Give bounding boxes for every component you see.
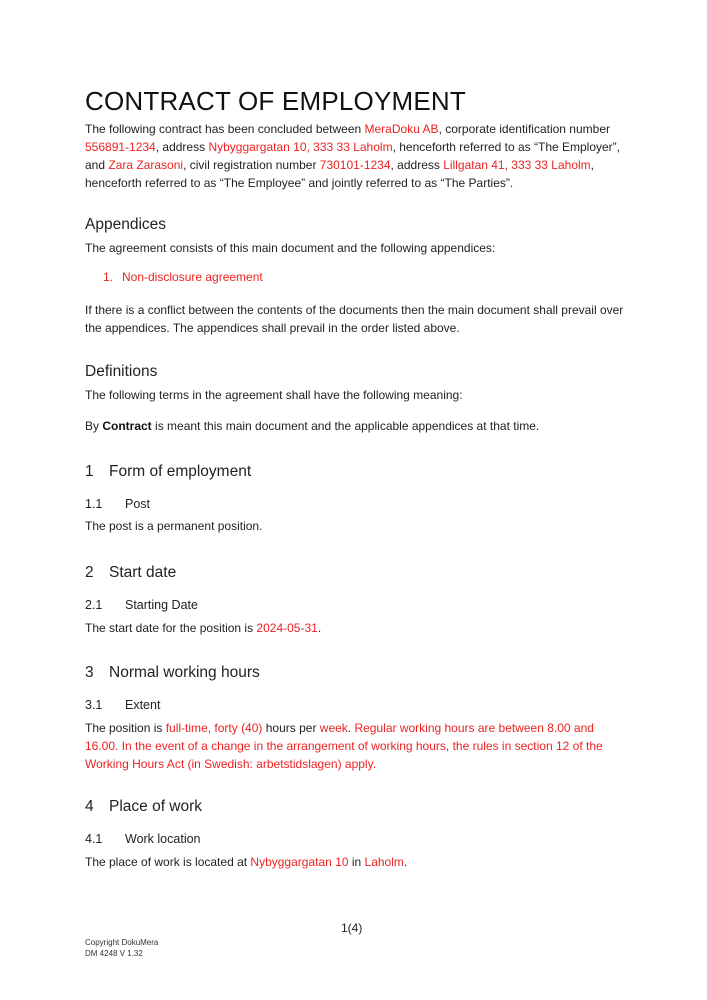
section-heading (85, 564, 176, 582)
start-date: 2024-05-31 (256, 621, 318, 635)
definitions-intro: The following terms in the agreement shall have the following meaning: (85, 388, 463, 402)
subsection-number: 4.1 (85, 832, 103, 846)
subsection-heading (85, 832, 201, 846)
employee-name: Zara Zarasoni (108, 158, 184, 172)
intro-text: , civil registration number (183, 158, 320, 172)
paragraph-text: . (403, 855, 408, 869)
appendix-label: Non-disclosure agreement (122, 270, 263, 284)
section-title: Start date (109, 564, 177, 581)
section-title: Normal working hours (109, 664, 260, 681)
paragraph-text: in (348, 855, 365, 869)
paragraph-text: . (317, 621, 322, 635)
list-number: 1. (103, 270, 114, 284)
subsection-number: 3.1 (85, 698, 103, 712)
section-number: 4 (85, 798, 94, 815)
intro-text: , corporate identification number (438, 122, 610, 136)
paragraph-text: The post is a permanent position. (85, 519, 263, 533)
work-address: Nybyggargatan 10 (250, 855, 349, 869)
section-heading (85, 798, 202, 816)
subsection-heading (85, 698, 160, 712)
section-paragraph (85, 517, 630, 535)
paragraph-text: The position is (85, 721, 166, 735)
corporate-id: 556891-1234 (85, 140, 156, 154)
definitions-heading: Definitions (85, 363, 158, 380)
section-number: 1 (85, 463, 94, 480)
working-hours-clause: Regular working hours are between 8.00 and 16.00. In the event of a change in the arrangement of working hours, the rules in section 12 of the Working Hours Act (in Swedish: arbetstidslagen) apply. (85, 721, 603, 771)
definition-text: is meant this main document and the applicable appendices at that time. (151, 419, 540, 433)
section-title: Form of employment (109, 463, 252, 480)
employer-name: MeraDoku AB (364, 122, 439, 136)
copyright-text: Copyright DokuMera (85, 938, 159, 947)
appendices-heading: Appendices (85, 216, 167, 233)
subsection-heading (85, 598, 198, 612)
subsection-number: 2.1 (85, 598, 103, 612)
subsection-heading (85, 497, 150, 511)
intro-paragraph (85, 120, 630, 192)
definition-prefix: By (85, 419, 103, 433)
definition-contract (85, 417, 630, 435)
section-paragraph (85, 853, 630, 871)
page-number: 1(4) (341, 921, 363, 935)
employee-address: Lillgatan 41, 333 33 Laholm (443, 158, 591, 172)
section-number: 3 (85, 664, 94, 681)
intro-text: , henceforth referred to as “The Employee” and jointly referred to as “The Parties”. (85, 158, 595, 190)
paragraph-text: The start date for the position is (85, 621, 257, 635)
section-title: Place of work (109, 798, 203, 815)
section-number: 2 (85, 564, 94, 581)
page-title: CONTRACT OF EMPLOYMENT (85, 86, 466, 116)
paragraph-text: hours per (262, 721, 320, 735)
civil-registration-number: 730101-1234 (319, 158, 391, 172)
intro-text: , address (390, 158, 444, 172)
employment-extent: full-time, forty (40) (165, 721, 263, 735)
subsection-title: Work location (125, 832, 201, 846)
subsection-title: Post (125, 497, 151, 511)
version-text: DM 4248 V 1.32 (85, 949, 143, 958)
subsection-number: 1.1 (85, 497, 103, 511)
section-paragraph (85, 719, 630, 773)
section-paragraph (85, 619, 630, 637)
footer (85, 937, 158, 959)
work-city: Laholm (364, 855, 404, 869)
hours-period: week (319, 721, 348, 735)
intro-text: , henceforth referred to as “The Employer”, and (85, 140, 621, 172)
appendix-list-item (103, 270, 263, 284)
paragraph-text: The place of work is located at (85, 855, 251, 869)
intro-text: The following contract has been concluded between (85, 122, 365, 136)
section-heading (85, 463, 251, 481)
subsection-title: Extent (125, 698, 161, 712)
subsection-title: Starting Date (125, 598, 198, 612)
appendices-conflict-paragraph: If there is a conflict between the contents of the documents then the main document shall prevail over the appendices. The appendices shall prevail in the order listed above. (85, 303, 624, 335)
defined-term: Contract (102, 419, 152, 433)
paragraph-text: . (347, 721, 355, 735)
appendices-intro: The agreement consists of this main document and the following appendices: (85, 241, 496, 255)
employer-address: Nybyggargatan 10, 333 33 Laholm (208, 140, 393, 154)
section-heading (85, 664, 260, 682)
intro-text: , address (155, 140, 209, 154)
